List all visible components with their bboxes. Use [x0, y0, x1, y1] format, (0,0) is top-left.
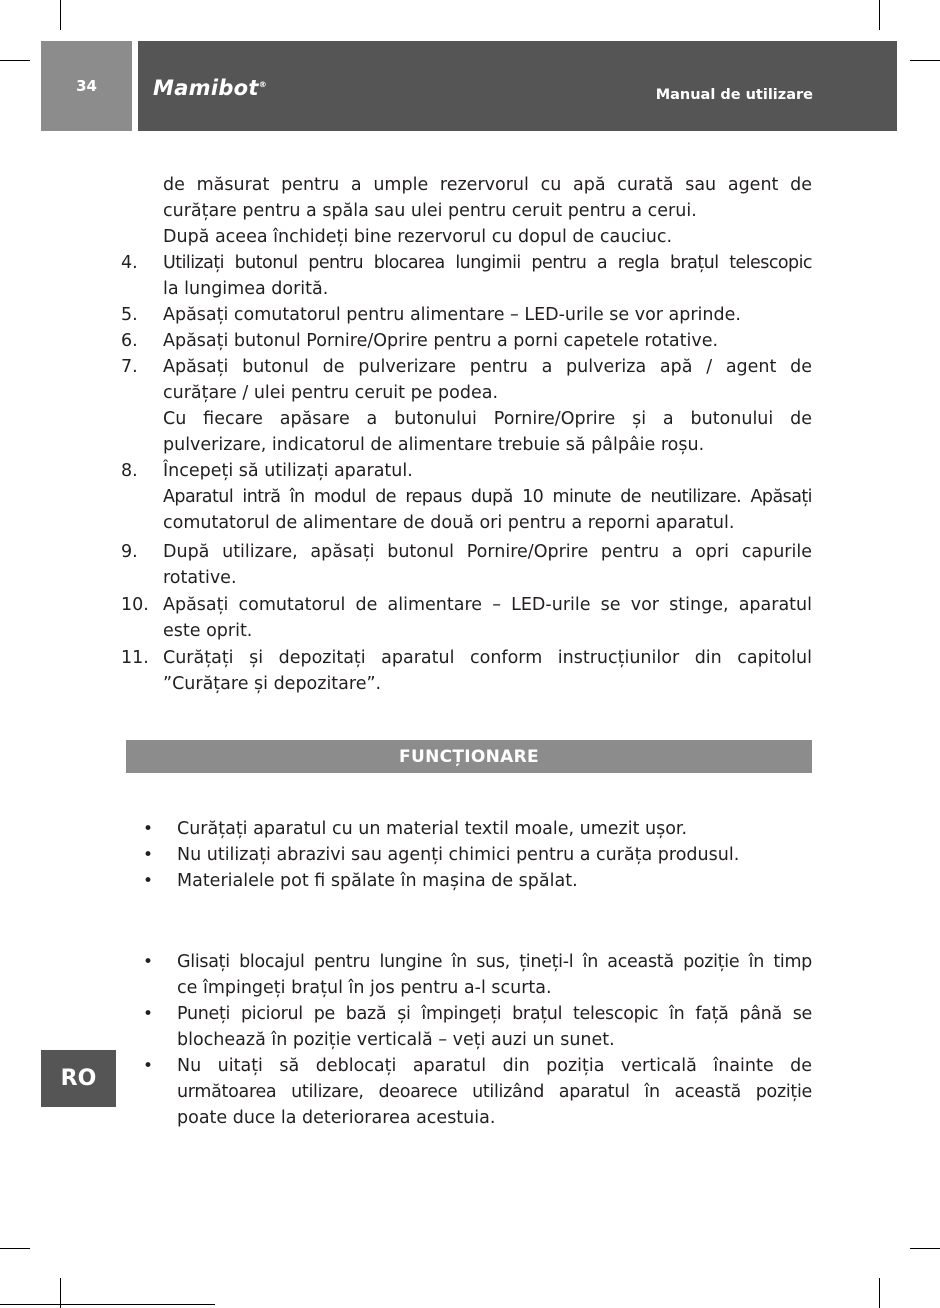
crop-mark	[879, 1278, 880, 1308]
bullet-text: ce împingeți brațul în jos pentru a-l scurta.	[177, 978, 552, 998]
step-text: comutatorul de alimentare de două ori pentru a reporni aparatul.	[163, 513, 735, 533]
bullet-glyph: •	[143, 1056, 154, 1076]
step-text: Apăsați butonul Pornire/Oprire pentru a porni capetele rotative.	[163, 331, 719, 351]
step-number: 9.	[121, 542, 138, 562]
header-bar	[138, 41, 897, 131]
step-text: la lungimea dorită.	[163, 279, 329, 299]
step-number: 7.	[121, 357, 138, 377]
language-tab	[41, 1050, 116, 1107]
step-text: Curățați și depozitați aparatul conform instrucțiunilor din capitolul	[163, 648, 812, 668]
step-number: 6.	[121, 331, 138, 351]
brand-logo	[153, 78, 267, 99]
step-text: Apăsați butonul de pulverizare pentru a pulveriza apă / agent de	[163, 357, 812, 377]
bottom-rule	[0, 1304, 215, 1305]
page-number	[41, 41, 132, 131]
body-line: curățare pentru a spăla sau ulei pentru ceruit pentru a cerui.	[163, 201, 697, 221]
step-text: curățare / ulei pentru ceruit pe podea.	[163, 383, 499, 403]
bullet-text: poate duce la deteriorarea acestuia.	[177, 1108, 496, 1128]
bullet-text: blochează în poziție verticală – veți auzi un sunet.	[177, 1030, 615, 1050]
brand-name: Mamibot	[153, 76, 259, 100]
page-number-text: 34	[76, 77, 97, 95]
bullet-glyph: •	[143, 952, 154, 972]
step-number: 11.	[121, 648, 149, 668]
crop-mark	[910, 1248, 940, 1249]
bullet-glyph: •	[143, 1004, 154, 1024]
step-text: Utilizați butonul pentru blocarea lungimii pentru a regla brațul telescopic	[163, 253, 812, 273]
body-line: După aceea închideți bine rezervorul cu dopul de cauciuc.	[163, 227, 673, 247]
step-text: Începeți să utilizați aparatul.	[163, 461, 413, 481]
step-number: 8.	[121, 461, 138, 481]
step-text: După utilizare, apăsați butonul Pornire/Oprire pentru a opri capurile	[163, 542, 812, 562]
crop-mark	[0, 1248, 30, 1249]
crop-mark	[0, 60, 30, 61]
bullet-text: Nu uitați să deblocați aparatul din poziția verticală înainte de	[177, 1056, 812, 1076]
step-text: rotative.	[163, 568, 237, 588]
bullet-text: Nu utilizați abrazivi sau agenți chimici pentru a curăța produsul.	[177, 845, 740, 865]
step-number: 5.	[121, 305, 138, 325]
registered-mark: ®	[258, 80, 268, 89]
language-code: RO	[60, 1066, 97, 1091]
step-number: 10.	[121, 595, 149, 615]
step-text: Apăsați comutatorul pentru alimentare – LED-urile se vor aprinde.	[163, 305, 741, 325]
bullet-glyph: •	[143, 819, 154, 839]
body-line: de măsurat pentru a umple rezervorul cu apă curată sau agent de	[163, 175, 812, 195]
bullet-text: Materialele pot fi spălate în mașina de spălat.	[177, 871, 578, 891]
step-text: pulverizare, indicatorul de alimentare trebuie să pâlpâie roșu.	[163, 435, 705, 455]
step-text: Aparatul intră în modul de repaus după 10 minute de neutilizare. Apăsați	[163, 487, 812, 507]
step-text: Apăsați comutatorul de alimentare – LED-urile se vor stinge, aparatul	[163, 595, 812, 615]
bullet-glyph: •	[143, 845, 154, 865]
crop-mark	[60, 0, 61, 30]
bullet-text: Curățați aparatul cu un material textil moale, umezit ușor.	[177, 819, 688, 839]
step-text: este oprit.	[163, 621, 253, 641]
manual-title: Manual de utilizare	[655, 87, 813, 103]
step-number: 4.	[121, 253, 138, 273]
crop-mark	[910, 60, 940, 61]
step-text: Cu fiecare apăsare a butonului Pornire/Oprire și a butonului de	[163, 409, 812, 429]
crop-mark	[879, 0, 880, 30]
bullet-text: următoarea utilizare, deoarece utilizând aparatul în această poziție	[177, 1082, 812, 1102]
bullet-text: Glisați blocajul pentru lungine în sus, țineți-l în această poziție în timp	[177, 952, 812, 972]
bullet-text: Puneți piciorul pe bază și împingeți brațul telescopic în față până se	[177, 1004, 812, 1024]
section-title-bar	[126, 740, 812, 773]
section-title: FUNCȚIONARE	[399, 746, 539, 767]
bullet-glyph: •	[143, 871, 154, 891]
step-text: ”Curățare și depozitare”.	[163, 674, 382, 694]
